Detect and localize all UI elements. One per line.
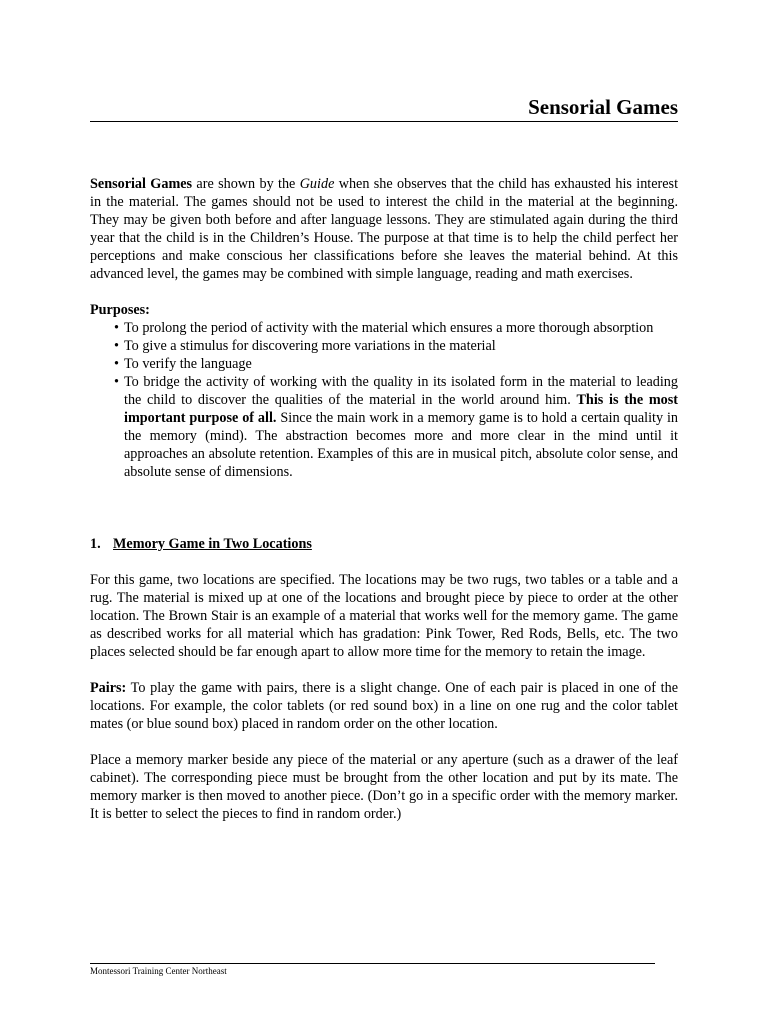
intro-guide-italic: Guide (299, 176, 335, 192)
footer-rule (90, 963, 655, 964)
purpose-item (124, 337, 678, 355)
purposes-heading: Purposes: (90, 302, 150, 318)
purpose-item-text: Since the main work in a memory game is to hold a certain quality in the memory (mind). The abstraction becomes more and more clear in the mind until it approaches an absolute retention. Examples of this are in musical pitch, absolute color sense, and absolute sense of dimensions. (124, 410, 678, 480)
purpose-item-text: To prolong the period of activity with the material which ensures a more thorough absorption (124, 320, 654, 336)
intro-paragraph (90, 175, 678, 283)
document-body (90, 175, 678, 823)
section-number: 1. (90, 536, 101, 552)
purpose-item-text: To give a stimulus for discovering more variations in the material (124, 338, 496, 354)
intro-lead-bold: Sensorial Games (90, 176, 193, 192)
pairs-text: To play the game with pairs, there is a slight change. One of each pair is placed in one of the locations. For example, the color tablets (or red sound box) in a line on one rug and the color tablet mates (or blue sound box) placed in random order on the other location. (90, 680, 678, 732)
purpose-item (124, 355, 678, 373)
purpose-item (124, 319, 678, 337)
intro-text-2: when she observes that the child has exhausted his interest in the material. The games should not be used to interest the child in the material at the beginning. They may be given both before and after language lessons. They are stimulated again during the third year that the child is in the Children’s House. The purpose at that time is to help the child perfect her perceptions and make conscious her classifications before she leaves the material behind. At this advanced level, the games may be combined with simple language, reading and math exercises. (90, 176, 679, 282)
pairs-label: Pairs: (90, 680, 127, 696)
purpose-item-text: To verify the language (124, 356, 252, 372)
intro-text-1: are shown by the (192, 176, 300, 192)
pairs-paragraph (90, 679, 678, 733)
section-paragraph: Place a memory marker beside any piece of the material or any aperture (such as a drawer of the leaf cabinet). The corresponding piece must be brought from the other location and put by its mate. The memory marker is then moved to another piece. (Don’t go in a specific order with the memory marker. It is better to select the pieces to find in random order.) (90, 752, 678, 822)
footer-text: Montessori Training Center Northeast (90, 966, 227, 976)
purpose-item-text: To bridge the activity of working with the quality in its isolated form in the material to leading the child to discover the qualities of the material in the world around him. (124, 374, 678, 408)
purpose-item (124, 373, 678, 481)
section-paragraph: For this game, two locations are specified. The locations may be two rugs, two tables or a table and a rug. The material is mixed up at one of the locations and brought piece by piece to order at the other location. The Brown Stair is an example of a material that works well for the memory game. The game as described works for all material which has gradation: Pink Tower, Red Rods, Bells, etc. The two places selected should be far enough apart to allow more time for the memory to retain the image. (90, 572, 678, 660)
purpose-item-emphasis: This is the most important purpose of all. (124, 392, 678, 426)
section-title: Memory Game in Two Locations (113, 536, 312, 552)
page-title: Sensorial Games (528, 95, 678, 119)
section-heading (90, 535, 678, 553)
title-rule (90, 121, 678, 122)
purposes-list (90, 319, 678, 481)
